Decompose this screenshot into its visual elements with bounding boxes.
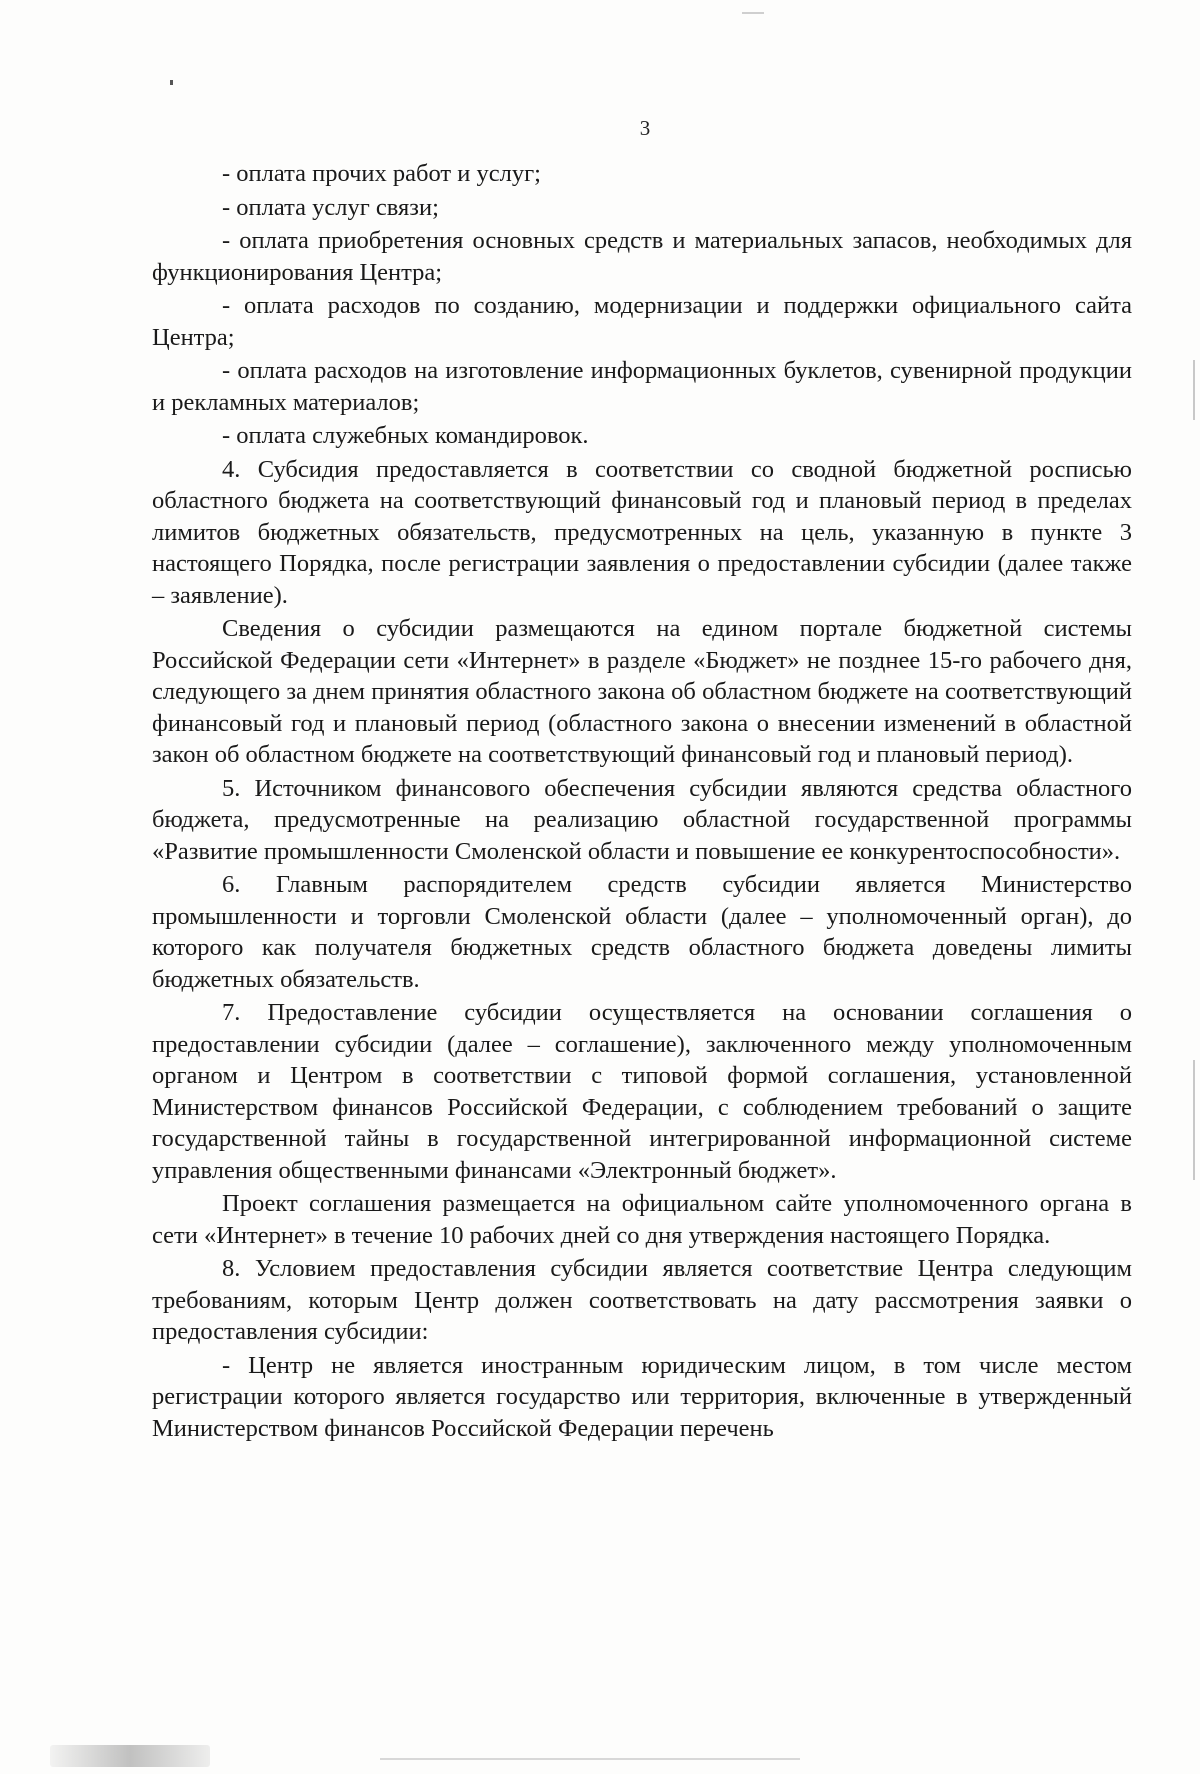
paragraph-subsidy-info: Сведения о субсидии размещаются на едином портале бюджетной системы Российской Федерации сети «Интернет» в разделе «Бюджет» не позднее 15-го рабочего дня, следующего за днем принятия областного закона об областном бюджете на соответствующий финансовый год и плановый период (областного закона о внесении изменений в областной закон об областном бюджете на соответствующий финансовый год и плановый период).: [152, 615, 1132, 768]
list-item: - Центр не является иностранным юридическим лицом, в том числе местом регистрации которого является государство или территория, включенные в утвержденный Министерством финансов Российской Федерации перечень: [152, 1351, 1132, 1442]
scan-artifact-top: [742, 12, 764, 14]
paragraph-clause-7: 7. Предоставление субсидии осуществляется на основании соглашения о предоставлении субсидии (далее – соглашение), заключенного между уполномоченным органом и Центром в соответствии с типовой формой соглашения, установленной Министерством финансов Российской Федерации, с соблюдением требований о защите государственной тайны в государственной интегрированной информационной системе управления общественными финансами «Электронный бюджет».: [152, 999, 1132, 1184]
paragraph-clause-6: 6. Главным распорядителем средств субсидии является Министерство промышленности и торговли Смоленской области (далее – уполномоченный орган), до которого как получателя бюджетных средств областного бюджета доведены лимиты бюджетных обязательств.: [152, 871, 1132, 993]
list-item: - оплата расходов на изготовление информационных буклетов, сувенирной продукции и рекламных материалов;: [152, 357, 1132, 416]
scan-artifact-right-edge: [1193, 1060, 1195, 1180]
page-number: 3: [639, 116, 651, 140]
scan-artifact-bottom-line: [380, 1758, 800, 1760]
list-item: - оплата приобретения основных средств и материальных запасов, необходимых для функционирования Центра;: [152, 227, 1132, 286]
list-item: - оплата услуг связи;: [222, 193, 439, 221]
scan-artifact-dot: [170, 80, 173, 85]
paragraph-agreement-draft: Проект соглашения размещается на официальном сайте уполномоченного органа в сети «Интернет» в течение 10 рабочих дней со дня утверждения настоящего Порядка.: [152, 1190, 1132, 1249]
document-body: [152, 158, 1132, 1446]
scan-artifact-bottom-left: [50, 1745, 210, 1767]
paragraph-clause-5: 5. Источником финансового обеспечения субсидии являются средства областного бюджета, предусмотренные на реализацию областной государственной программы «Развитие промышленности Смоленской области и повышение ее конкурентоспособности».: [152, 774, 1132, 865]
list-item: - оплата прочих работ и услуг;: [222, 160, 541, 187]
list-item: - оплата расходов по созданию, модернизации и поддержки официального сайта Центра;: [152, 292, 1132, 351]
list-item: - оплата служебных командировок.: [222, 422, 589, 449]
paragraph-clause-8: 8. Условием предоставления субсидии является соответствие Центра следующим требованиям, которым Центр должен соответствовать на дату рассмотрения заявки о предоставления субсидии:: [152, 1255, 1132, 1345]
scan-artifact-right-edge: [1193, 360, 1195, 420]
paragraph-clause-4: 4. Субсидия предоставляется в соответствии со сводной бюджетной росписью областного бюджета на соответствующий финансовый год и плановый период в пределах лимитов бюджетных обязательств, предусмотренных на цель, указанную в пункте 3 настоящего Порядка, после регистрации заявления о предоставлении субсидии (далее также – заявление).: [152, 455, 1132, 609]
